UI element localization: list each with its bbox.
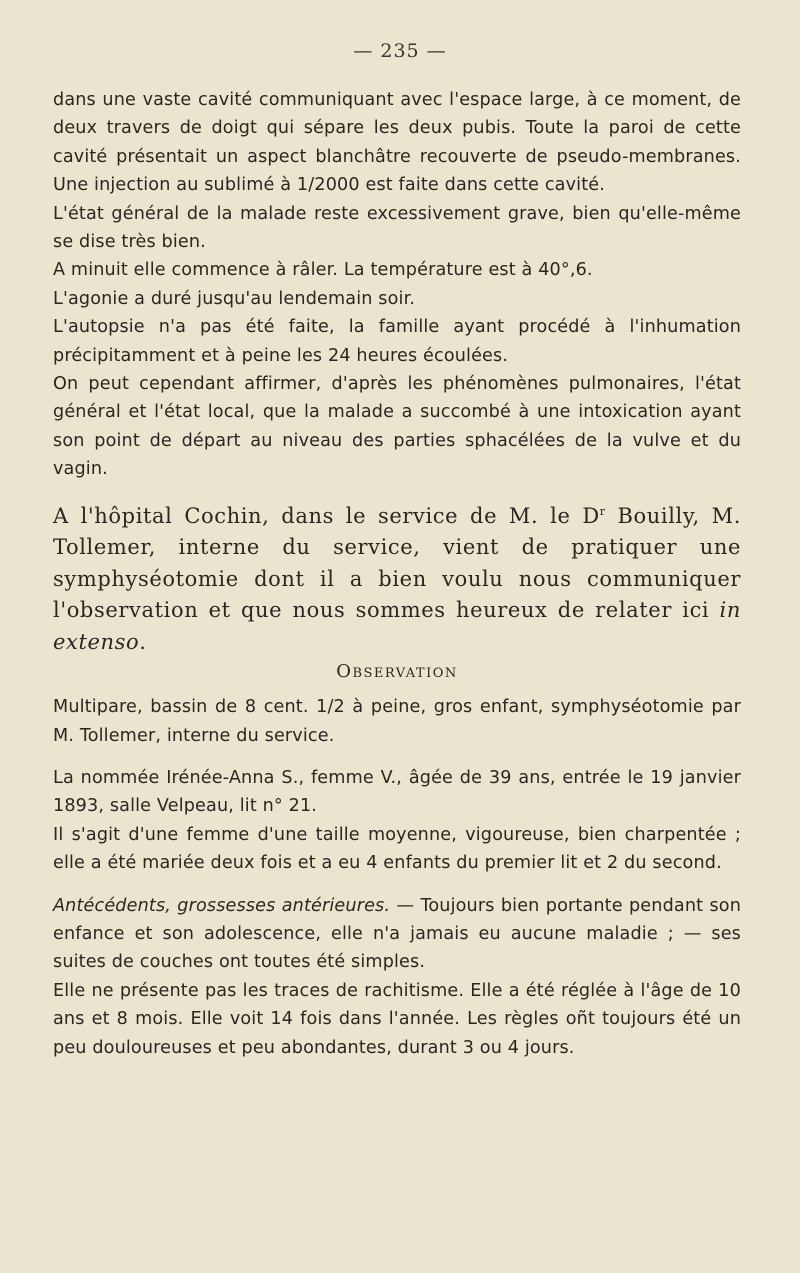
paragraph-midnight: A minuit elle commence à râler. La température est à 40°,6. xyxy=(53,260,593,281)
paragraph-menses: Elle ne présente pas les traces de rachitisme. Elle a été réglée à l'âge de 10 ans et 8 mois. Elle voit 14 fois dans l'année. Les règles oñt toujours été un peu douloureuses et peu abondantes, durant 3 ou 4 jours. xyxy=(53,980,741,1058)
antecedents-label: Antécédents, grossesses antérieures. xyxy=(53,895,391,916)
paragraph-cavity: dans une vaste cavité communiquant avec l'espace large, à ce moment, de deux travers de doigt qui sépare les deux pubis. Toute la paroi de cette cavité présentait un aspect blanchâtre recouverte de pseudo-membranes. Une injection au sublimé à 1/2000 est faite dans cette cavité. xyxy=(53,90,741,196)
paragraph-antecedents: Antécédents, grossesses antérieures. — Toujours bien portante pendant son enfance et son adolescence, elle n'a jamais eu aucune maladie ; — ses suites de couches ont toutes été simples. xyxy=(53,895,741,973)
observation-heading: Observation xyxy=(336,661,458,683)
paragraph-patient: La nommée Irénée-Anna S., femme V., âgée de 39 ans, entrée le 19 janvier 1893, salle Velpeau, lit n° 21. xyxy=(53,768,741,817)
paragraph-autopsy: L'autopsie n'a pas été faite, la famille ayant procédé à l'inhumation précipitamment et à peine les 24 heures écoulées. xyxy=(53,317,741,366)
paragraph-summary: Multipare, bassin de 8 cent. 1/2 à peine, gros enfant, symphyséotomie par M. Tollemer, interne du service. xyxy=(53,697,741,746)
paragraph-agony: L'agonie a duré jusqu'au lendemain soir. xyxy=(53,288,416,309)
paragraph-intoxication: On peut cependant affirmer, d'après les phénomènes pulmonaires, l'état général et l'état local, que la malade a succombé à une intoxication ayant son point de départ au niveau des parties sphacélées de la vulve et du vagin. xyxy=(53,374,741,480)
page-text xyxy=(53,86,741,1062)
page-number: — 235 — xyxy=(353,40,447,62)
paragraph-description: Il s'agit d'une femme d'une taille moyenne, vigoureuse, bien charpentée ; elle a été mariée deux fois et a eu 4 enfants du premier lit et 2 du second. xyxy=(53,824,741,874)
paragraph-general-state: L'état général de la malade reste excessivement grave, bien qu'elle-même se dise très bien. xyxy=(53,203,741,253)
paragraph-cochin-intro: A l'hôpital Cochin, dans le service de M. le $D^r$ Bouilly, M. Tollemer, interne du service, vient de pratiquer une symphyséotomie dont il a bien voulu nous communiquer l'observation et que nous sommes heureux de relater ici in extenso. xyxy=(53,503,741,654)
